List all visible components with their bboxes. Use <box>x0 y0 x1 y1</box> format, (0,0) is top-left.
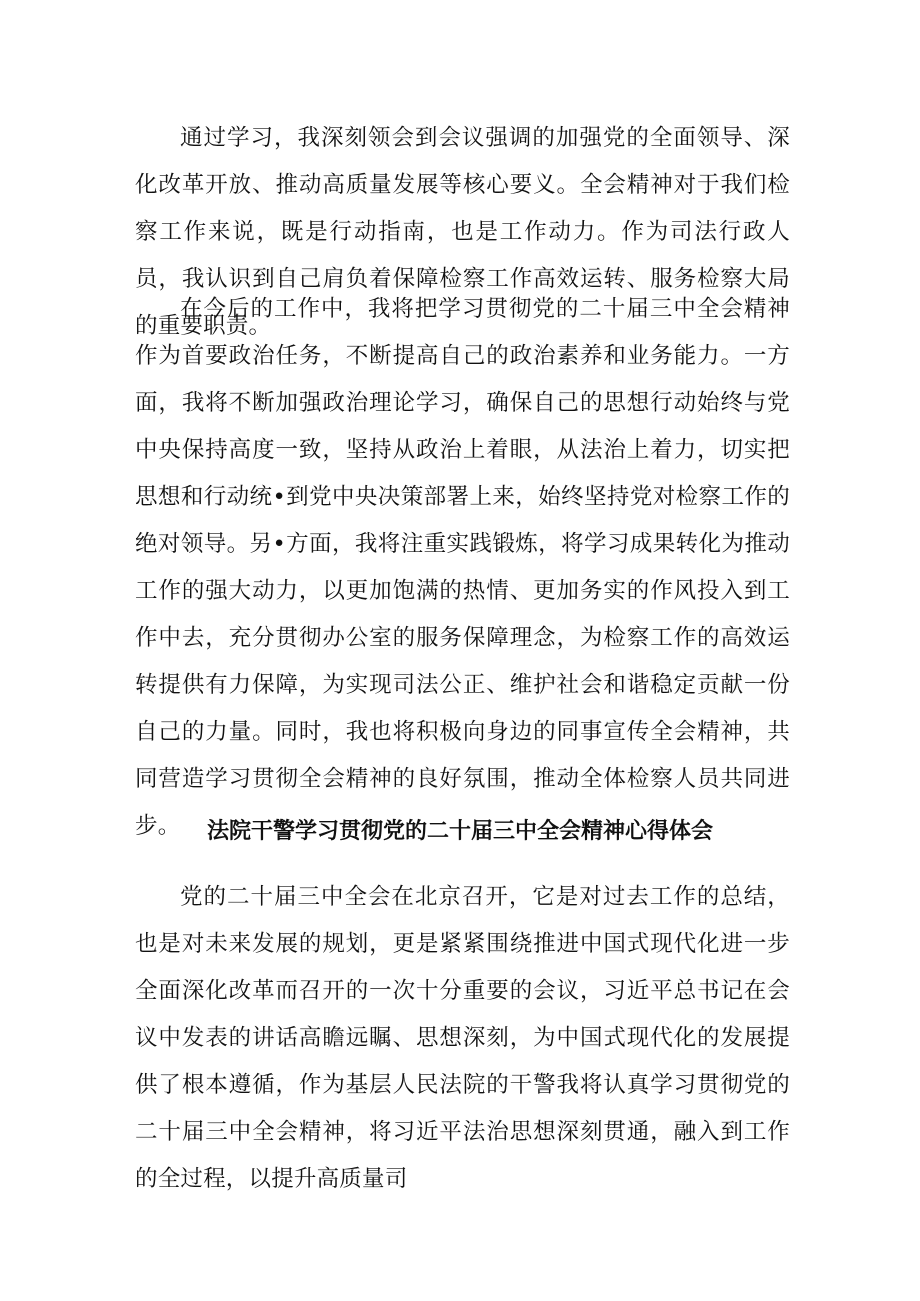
body-paragraph: 在今后的工作中，我将把学习贯彻党的二十届三中全会精神作为首要政治任务，不断提高自己的政治素养和业务能力。一方面，我将不断加强政治理论学习，确保自己的思想行动始终与党中央保持高度一致，坚持从政治上着眼，从法治上着力，切实把思想和行动统•到党中央决策部署上来，始终坚持党对检察工作的绝对领导。另•方面，我将注重实践锻炼，将学习成果转化为推动工作的强大动力，以更加饱满的热情、更加务实的作风投入到工作中去，充分贯彻办公室的服务保障理念，为检察工作的高效运转提供有力保障，为实现司法公正、维护社会和谐稳定贡献一份自己的力量。同时，我也将积极向身边的同事宣传全会精神，共同营造学习贯彻全会精神的良好氛围，推动全体检察人员共同进步。 <box>135 296 790 839</box>
body-paragraph: 党的二十届三中全会在北京召开，它是对过去工作的总结，也是对未来发展的规划，更是紧紧围绕推进中国式现代化进一步全面深化改革而召开的一次十分重要的会议，习近平总书记在会议中发表的讲话高瞻远瞩、思想深刻，为中国式现代化的发展提供了根本遵循，作为基层人民法院的干警我将认真学习贯彻党的二十届三中全会精神，将习近平法治思想深刻贯通，融入到工作的全过程，以提升高质量司 <box>135 884 790 1192</box>
section-title: 法院干警学习贯彻党的二十届三中全会精神心得体会 <box>206 819 713 844</box>
body-paragraph: 通过学习，我深刻领会到会议强调的加强党的全面领导、深化改革开放、推动高质量发展等核心要义。全会精神对于我们检察工作来说，既是行动指南，也是工作动力。作为司法行政人员，我认识到自己肩负着保障检察工作高效运转、服务检察大局的重要职责。 <box>135 125 790 339</box>
